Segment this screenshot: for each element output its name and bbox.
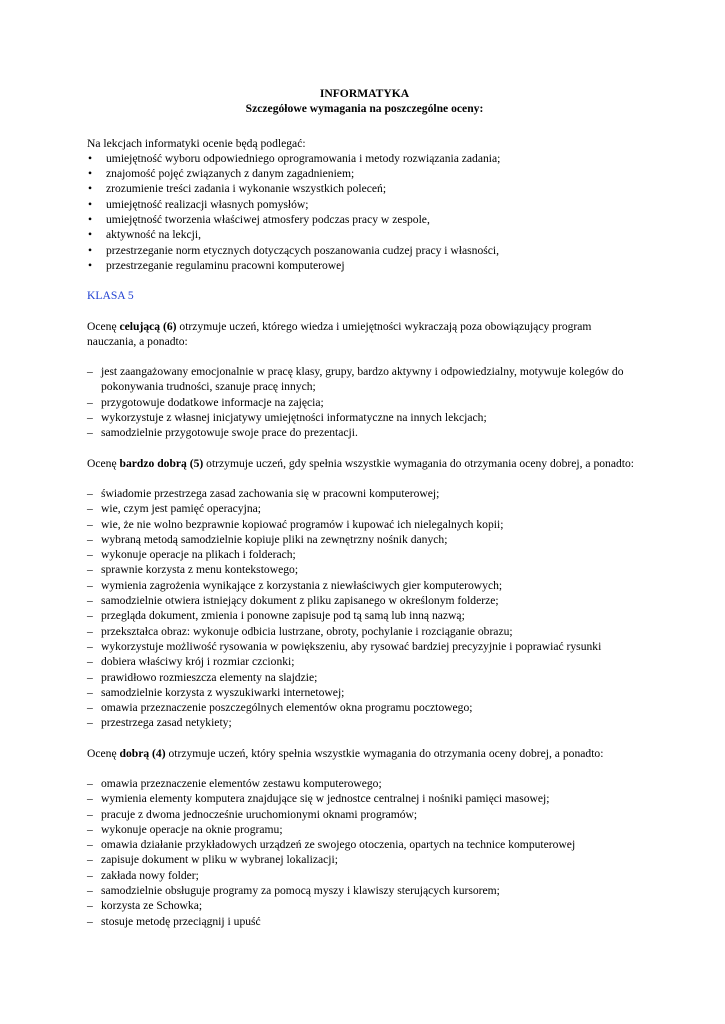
grade-paragraph bbox=[87, 319, 642, 350]
list-item: – świadomie przestrzega zasad zachowania się w pracowni komputerowej; bbox=[87, 486, 642, 501]
document-header bbox=[87, 86, 642, 117]
grade-requirements-list bbox=[87, 776, 642, 929]
list-item: – zapisuje dokument w pliku w wybranej lokalizacji; bbox=[87, 852, 642, 867]
grade-requirements-list bbox=[87, 486, 642, 731]
document-subtitle: Szczegółowe wymagania na poszczególne oceny: bbox=[245, 102, 484, 116]
list-item: – pracuje z dwoma jednocześnie uruchomionymi oknami programów; bbox=[87, 807, 642, 822]
grade-prefix: Ocenę bbox=[87, 319, 120, 333]
grade-name: celującą (6) bbox=[119, 319, 177, 333]
grade-prefix: Ocenę bbox=[87, 456, 120, 470]
list-item: • przestrzeganie regulaminu pracowni komputerowej bbox=[87, 258, 642, 273]
list-item: – wie, że nie wolno bezprawnie kopiować programów i kupować ich nielegalnych kopii; bbox=[87, 517, 642, 532]
list-item: – prawidłowo rozmieszcza elementy na slajdzie; bbox=[87, 670, 642, 685]
grade-paragraph bbox=[87, 746, 642, 761]
list-item: • umiejętność wyboru odpowiedniego oprogramowania i metody rozwiązania zadania; bbox=[87, 151, 642, 166]
list-item: – wykonuje operacje na oknie programu; bbox=[87, 822, 642, 837]
list-item: – stosuje metodę przeciągnij i upuść bbox=[87, 914, 642, 929]
intro-text: Na lekcjach informatyki ocenie będą podlegać: bbox=[87, 136, 306, 150]
list-item: – omawia przeznaczenie elementów zestawu komputerowego; bbox=[87, 776, 642, 791]
grade-name: dobrą (4) bbox=[119, 746, 166, 760]
grade-name: bardzo dobrą (5) bbox=[119, 456, 204, 470]
list-item: – wymienia elementy komputera znajdujące się w jednostce centralnej i nośniki pamięci masowej; bbox=[87, 791, 642, 806]
list-item: – samodzielnie korzysta z wyszukiwarki internetowej; bbox=[87, 685, 642, 700]
grade-description: otrzymuje uczeń, którego wiedza i umiejętności wykraczają poza obowiązujący program nauczania, a ponadto: bbox=[87, 319, 592, 348]
list-item: – omawia działanie przykładowych urządzeń ze swojego otoczenia, opartych na technice komputerowej bbox=[87, 837, 642, 852]
list-item: – przestrzega zasad netykiety; bbox=[87, 715, 642, 730]
list-item: – wykorzystuje możliwość rysowania w powiększeniu, aby rysować bardziej precyzyjnie i poprawiać rysunki bbox=[87, 639, 642, 654]
list-item: – przekształca obraz: wykonuje odbicia lustrzane, obroty, pochylanie i rozciąganie obrazu; bbox=[87, 624, 642, 639]
list-item: – przygotowuje dodatkowe informacje na zajęcia; bbox=[87, 395, 642, 410]
list-item: – przegląda dokument, zmienia i ponowne zapisuje pod tą samą lub inną nazwą; bbox=[87, 608, 642, 623]
list-item: – korzysta ze Schowka; bbox=[87, 898, 642, 913]
list-item: – wie, czym jest pamięć operacyjna; bbox=[87, 501, 642, 516]
list-item: – wykonuje operacje na plikach i folderach; bbox=[87, 547, 642, 562]
list-item: – sprawnie korzysta z menu kontekstowego; bbox=[87, 562, 642, 577]
grade-prefix: Ocenę bbox=[87, 746, 120, 760]
list-item: – samodzielnie otwiera istniejący dokument z pliku zapisanego w określonym folderze; bbox=[87, 593, 642, 608]
list-item: – dobiera właściwy krój i rozmiar czcionki; bbox=[87, 654, 642, 669]
list-item: • umiejętność realizacji własnych pomysłów; bbox=[87, 197, 642, 212]
list-item: • zrozumienie treści zadania i wykonanie wszystkich poleceń; bbox=[87, 181, 642, 196]
list-item: – samodzielnie obsługuje programy za pomocą myszy i klawiszy sterujących kursorem; bbox=[87, 883, 642, 898]
grade-paragraph bbox=[87, 456, 642, 471]
list-item: • przestrzeganie norm etycznych dotyczących poszanowania cudzej pracy i własności, bbox=[87, 243, 642, 258]
class-heading: KLASA 5 bbox=[87, 289, 134, 303]
list-item: – omawia przeznaczenie poszczególnych elementów okna programu pocztowego; bbox=[87, 700, 642, 715]
document-page bbox=[87, 86, 642, 929]
list-item: • aktywność na lekcji, bbox=[87, 227, 642, 242]
document-title: INFORMATYKA bbox=[319, 87, 410, 100]
list-item: – zakłada nowy folder; bbox=[87, 868, 642, 883]
list-item: • znajomość pojęć związanych z danym zagadnieniem; bbox=[87, 166, 642, 181]
grade-description: otrzymuje uczeń, gdy spełnia wszystkie wymagania do otrzymania oceny dobrej, a ponadto: bbox=[203, 456, 635, 470]
list-item: – wybraną metodą samodzielnie kopiuje pliki na zewnętrzny nośnik danych; bbox=[87, 532, 642, 547]
grade-requirements-list bbox=[87, 364, 642, 440]
list-item: • umiejętność tworzenia właściwej atmosfery podczas pracy w zespole, bbox=[87, 212, 642, 227]
list-item: – wykorzystuje z własnej inicjatywy umiejętności informatyczne na innych lekcjach; bbox=[87, 410, 642, 425]
assessment-criteria-list bbox=[87, 151, 642, 273]
list-item: – jest zaangażowany emocjonalnie w pracę klasy, grupy, bardzo aktywny i odpowiedzialny, motywuje kolegów do pokonywania trudności, szanuje pracę innych; bbox=[87, 364, 642, 395]
list-item: – wymienia zagrożenia wynikające z korzystania z niewłaściwych gier komputerowych; bbox=[87, 578, 642, 593]
grade-description: otrzymuje uczeń, który spełnia wszystkie wymagania do otrzymania oceny dobrej, a ponadto: bbox=[165, 746, 604, 760]
list-item: – samodzielnie przygotowuje swoje prace do prezentacji. bbox=[87, 425, 642, 440]
